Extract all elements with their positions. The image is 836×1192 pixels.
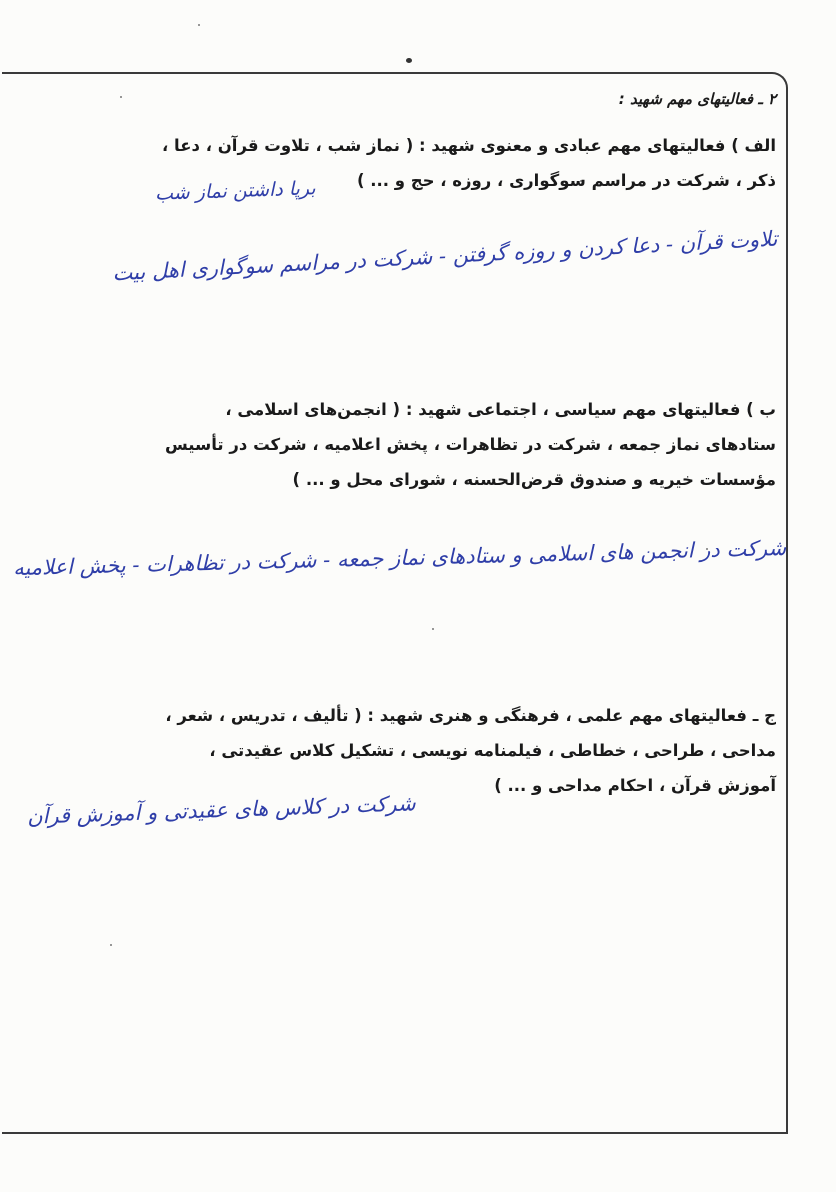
section-c-line: آموزش قرآن ، احکام مداحی و ... ) bbox=[494, 776, 776, 795]
section-b-line: ستادهای نماز جمعه ، شرکت در تظاهرات ، پخش اعلامیه ، شرکت در تأسیس bbox=[164, 435, 776, 454]
section-c-text bbox=[165, 698, 776, 803]
section-a-line: الف ) فعالیتهای مهم عبادی و معنوی شهید : ( نماز شب ، تلاوت قرآن ، دعا ، bbox=[162, 136, 776, 155]
section-c-line: مداحی ، طراحی ، خطاطی ، فیلمنامه نویسی ، تشکیل کلاس عقیدتی ، bbox=[209, 741, 776, 760]
handwritten-answer-a-1: برپا داشتن نماز شب bbox=[155, 177, 317, 205]
section-a-line: ذکر ، شرکت در مراسم سوگواری ، روزه ، حج و ... ) bbox=[356, 171, 776, 190]
handwritten-answer-a-2: تلاوت قرآن - دعا کردن و روزه گرفتن - شرکت در مراسم سوگواری اهل بیت bbox=[112, 226, 779, 286]
section-c-line: ج ـ فعالیتهای مهم علمی ، فرهنگی و هنری شهید : ( تألیف ، تدریس ، شعر ، bbox=[165, 706, 776, 725]
handwritten-answer-b: شرکت در انجمن های اسلامی و ستادهای نماز جمعه - شرکت در تظاهرات - پخش اعلامیه bbox=[12, 535, 787, 581]
section-b-text bbox=[165, 392, 776, 497]
handwritten-answer-c: شرکت در کلاس های عقیدتی و آموزش قرآن bbox=[27, 791, 417, 829]
punch-mark bbox=[406, 58, 412, 63]
section-heading: ۲ ـ فعالیتهای مهم شهید : bbox=[618, 90, 776, 108]
section-b-line: مؤسسات خیریه و صندوق قرض‌الحسنه ، شورای محل و ... ) bbox=[292, 470, 776, 489]
section-b-line: ب ) فعالیتهای مهم سیاسی ، اجتماعی شهید : ( انجمن‌های اسلامی ، bbox=[225, 400, 776, 419]
